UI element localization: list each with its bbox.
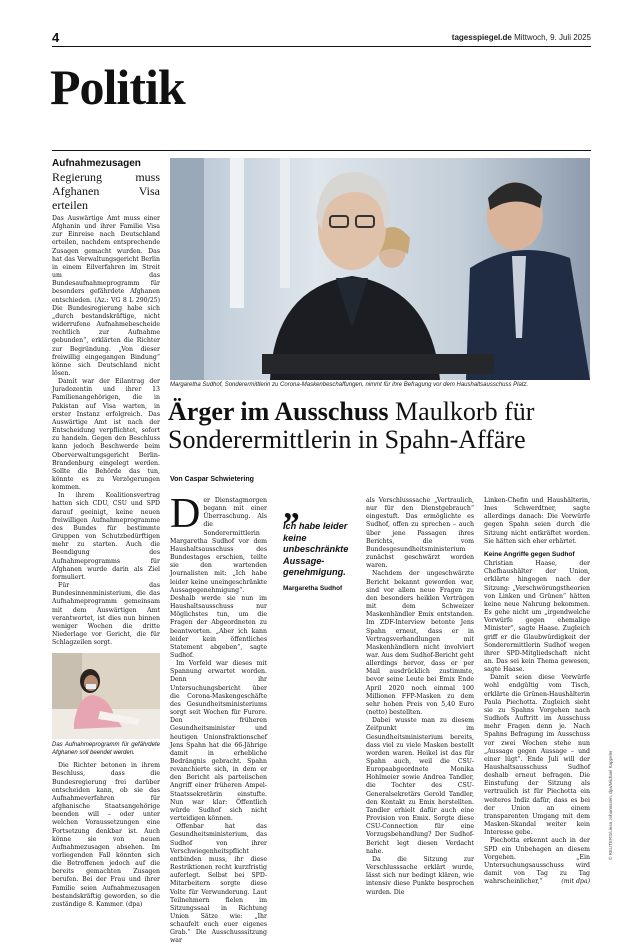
article-paragraph — [484, 837, 590, 886]
headline-bold-part: Ärger im Ausschuss — [168, 397, 389, 426]
article-paragraph: Christian Haase, der Chefhaushälter der Union, erklärte hingegen nach der Sitzung: „Verschwörungstheorien von Linken und Grünen“ hätten keine neue Nahrung bekommen. Es gehe nicht um „irgendwelche Vorwürfe gegen ehemalige Minister“, sagte Haase. Zugleich griff er die Glaubwürdigkeit der Sonderermittlerin Sudhof wegen ihrer SPD-Mitgliedschaft nicht an. Das sei kein Thema gewesen, sagte Haase. — [484, 560, 590, 674]
sidebar-photo — [52, 653, 160, 739]
sidebar-paragraph: In ihrem Koalitionsvertrag hatten sich CDU, CSU und SPD darauf geeinigt, keine neuen freiwilligen Aufnahmeprogramme des Bundes für bestimmte Gruppen von Schutzbedürftigen mehr zu starten. Auch die Beendigung des Aufnahmeprogramms für Afghanen wurde darin als Ziel formuliert. — [52, 492, 160, 581]
article-paragraph: Im Vorfeld war dieses mit Spannung erwartet worden. Denn ihr Untersuchungsbericht über die Corona-Maskengeschäfte des Gesundheitsministeriums sorgt seit Wochen für Furore. Den früheren Gesundheitsminister und heutigen Unionsfraktionschef Jens Spahn hat die 66-Jährige damit in erhebliche Bedrängnis gebracht. Spahn revanchierte sich, in dem er den Bericht als parteiischen Angriff einer früheren Ampel-Staatssekretärin einstufte. Nun war klar: Öffentlich würde Sudhof sich nicht verteidigen können. — [170, 660, 267, 823]
article-paragraph: Linken-Chefin und Haushälterin, Ines Schwerdtner, sagte allerdings danach: Die Vorwürfe gegen Spahn seien durch die Sitzung nicht entkräftet worden. Sie hätten sich eher erhärtet. — [484, 497, 590, 545]
quote-mark-icon: „ — [283, 489, 297, 526]
header-rule — [52, 46, 591, 47]
article-paragraph: er Dienstagmorgen begann mit einer Überraschung. Als die Sonderermittlerin Margaretha Sudhof vor dem Haushaltsausschuss des Bundestages erschien, teilte sie den wartenden Journalisten mit: „Ich habe leider keine uneingeschränkte Aussagegenehmigung“. Deshalb werde sie nun im Haushaltsausschuss nur Möglichstes tun, um die Fragen der Abgeordneten zu beantworten. „Aber ich kann leider kein öffentliches Statement abgeben“, sagte Sudhof. — [170, 497, 267, 659]
article-paragraph: als Verschlusssache „Vertraulich, nur für den Dienstgebrauch“ eingestuft. Das ermöglichte es Sudhof, offen zu sprechen – auch über jene Passagen ihres Berichts, die vom Bundesgesundheitsministerium zunächst geschwärzt worden waren. — [366, 497, 474, 570]
sidebar-kicker: Aufnahmezusagen — [52, 158, 141, 169]
article-headline — [168, 398, 598, 454]
main-photo — [170, 158, 590, 380]
sidebar-paragraph: Für das Bundesinnenministerium, die das Aufnahmeprogramm gemeinsam mit dem Auswärtigen Amt verantwortet, ist dies nun binnen weniger Wochen die dritte Niederlage vor Gericht, die für Schlagzeilen sorgt. — [52, 582, 160, 647]
brand-name: tagesspiegel.de — [451, 33, 512, 42]
photo-credit-text: © REUTERS/Liesa Johannssen, dpa/Michael Kappeler — [608, 750, 613, 860]
masthead-meta — [452, 33, 591, 42]
article-subhead: Keine Angriffe gegen Sudhof — [484, 550, 575, 558]
drop-cap: D — [170, 491, 201, 537]
article-paragraph: Damit seien diese Vorwürfe wohl endgültig vom Tisch, erklärte die Grünen-Haushälterin Paula Piechotta. Zugleich sieht sie zu Spahns Vorgehen nach Sudhofs Auftritt im Ausschuss mehr Fragen denn je. Nach Spahns Befragung im Ausschuss vor zwei Wochen stehe nun „Aussage gegen Aussage – und einer lügt“. Ende Juli will der Haushaltsausschuss Sudhof deshalb erneut befragen. Die Einstufung der Sitzung als vertraulich ist für Piechotta ein weiteres Indiz dafür, dass es bei der Union an einem transparenten Umgang mit dem Masken-Skandal weiter kein Interesse gebe. — [484, 674, 590, 837]
article-paragraph: Nachdem der ungeschwärzte Bericht bekannt geworden war, sind vor allem neue Fragen zu den besonders heiklen Verträgen mit dem Schweizer Maskenhändler Emix entstanden. Im ZDF-Interview betonte Jens Spahn erneut, dass er in Vertragsverhandlungen mit Maskenhändlern nicht involviert war. Aus dem Sudhof-Bericht geht allerdings hervor, dass er per Mail ausdrücklich zustimmte, bevor seine Leute bei Emix Ende April 2020 noch einmal 100 Millionen FFP-Masken zu dem sehr hohen Preis von 5,40 Euro (netto) bestellten. — [366, 570, 474, 717]
issue-date: Mittwoch, 9. Juli 2025 — [514, 33, 591, 42]
sidebar-headline: Regierung muss Afghanen Visa erteilen — [52, 170, 160, 212]
main-photo-caption: Margaretha Sudhof, Sonderermittlerin zu Corona-Maskenbeschaffungen, nimmt für ihre Befragung vor dem Haushaltsausschuss Platz. — [170, 382, 529, 388]
sidebar-article — [52, 158, 160, 909]
section-title: Politik — [50, 59, 185, 115]
article-paragraph-text: Piechotta erkennt auch in der SPD ein Unbehagen an diesem Vorgehen. „Ein Untersuchungsausschuss wird damit von Tag zu Tag wahrscheinlicher,“ — [484, 837, 590, 886]
pull-quote-author: Margaretha Sudhof — [283, 584, 343, 592]
main-photo-illustration — [170, 158, 590, 380]
article-column-4 — [484, 497, 590, 886]
signoff: (mit dpa) — [561, 878, 590, 886]
article-paragraph: Offenbar hat das Gesundheitsministerium, das Sudhof von ihrer Verschwiegenheitspflicht entbinden muss, ihr diese Restriktionen recht kurzfristig auferlegt. Selbst bei SPD-Mitarbeitern sorgte diese Volte für Verwunderung. Laut Teilnehmern fielen im Sitzungssaal in Richtung Union Sätze wie: „Ihr schaufelt euch euer eigenes Grab.“ Die Ausschusssitzung war — [170, 823, 267, 945]
article-paragraph: Dabei wusste man zu diesem Zeitpunkt im Gesundheitsministerium bereits, dass viel zu viele Masken bestellt worden waren. Heikel ist das für Spahn auch, weil die CSU-Europaabgeordnete Monika Hohlmeier sowie Andrea Tandler, die Tochter des CSU-Generalsekretärs Gerold Tandler, den Kontakt zu Emix herstellten. Tandler erhielt dafür auch eine Provision von Emix. Sorgte diese CSU-Connection für eine Vorzugsbehandlung? Der Sudhof-Bericht legt diesen Verdacht nahe. — [366, 717, 474, 855]
headline-regular-part: Maulkorb für Sonderermittlerin in Spahn-Affäre — [168, 397, 535, 454]
article-column-1 — [170, 491, 267, 946]
article-paragraph: Da die Sitzung zur Verschlusssache erklärt wurde, lässt sich nur bedingt klären, wie intensiv diese Punkte besprochen wurden. Die — [366, 855, 474, 896]
pull-quote-text: Ich habe leider keine unbeschränkte Aussage-genehmigung. — [283, 521, 349, 577]
sidebar-photo-caption: Das Aufnahmeprogramm für gefährdete Afghanen soll beendet werden. — [52, 742, 160, 756]
pull-quote — [283, 489, 351, 593]
sidebar-paragraph: Die Richter betonen in ihrem Beschluss, dass die Bundesregierung frei darüber entscheiden kann, ob sie das Aufnahmeverfahren für afghanische Staatsangehörige beenden will – oder unter welchen Voraussetzungen eine Fortsetzung denkbar ist. Auch könne sie von neuen Aufnahmezusagen absehen. Im vorliegenden Fall könnten sich die Betroffenen jedoch auf die bereits gemachten Zusagen berufen. Bei der Frau und ihrer Familie seien Aufnahmezusagen bestandskräftig geworden, so die zuständige 8. Kammer. (dpa) — [52, 762, 160, 908]
section-rule — [52, 150, 591, 151]
byline: Von Caspar Schwietering — [170, 476, 254, 483]
sidebar-paragraph: Das Auswärtige Amt muss einer Afghanin und ihrer Familie Visa zur Einreise nach Deutschland erteilen, nachdem entsprechende Zusagen gemacht wurden. Das hat das Verwaltungsgericht Berlin in einem Eilverfahren im Streit um das Bundesaufnahmeprogramm für besonders gefährdete Afghanen entschieden. (Az.: VG 8 L 290/25) Die Bundesregierung habe sich „durch bestandskräftige, nicht widerrufene Aufnahmebescheide rechtlich zur Aufnahme gebunden“, erklärten die Richter zur Begründung. „Von dieser freiwillig eingegangen Bindung“ könne sich Deutschland nicht lösen. — [52, 215, 160, 377]
page-number: 4 — [52, 30, 60, 45]
article-column-3 — [366, 497, 474, 897]
sidebar-paragraph: Damit war der Eilantrag der Juradozentin und ihrer 13 Familienangehörigen, die in Pakistan auf Visa warten, in erster Instanz erfolgreich. Das Auswärtige Amt ist nach der Entscheidung verpflichtet, sofort zu handeln. Gegen den Beschluss kann jedoch Beschwerde beim Oberverwaltungsgericht Berlin-Brandenburg eingelegt werden. Sollte die Behörde das tun, könnte es zu Verzögerungen kommen. — [52, 378, 160, 492]
photo-credit — [600, 700, 613, 860]
sidebar-photo-illustration — [52, 653, 160, 739]
